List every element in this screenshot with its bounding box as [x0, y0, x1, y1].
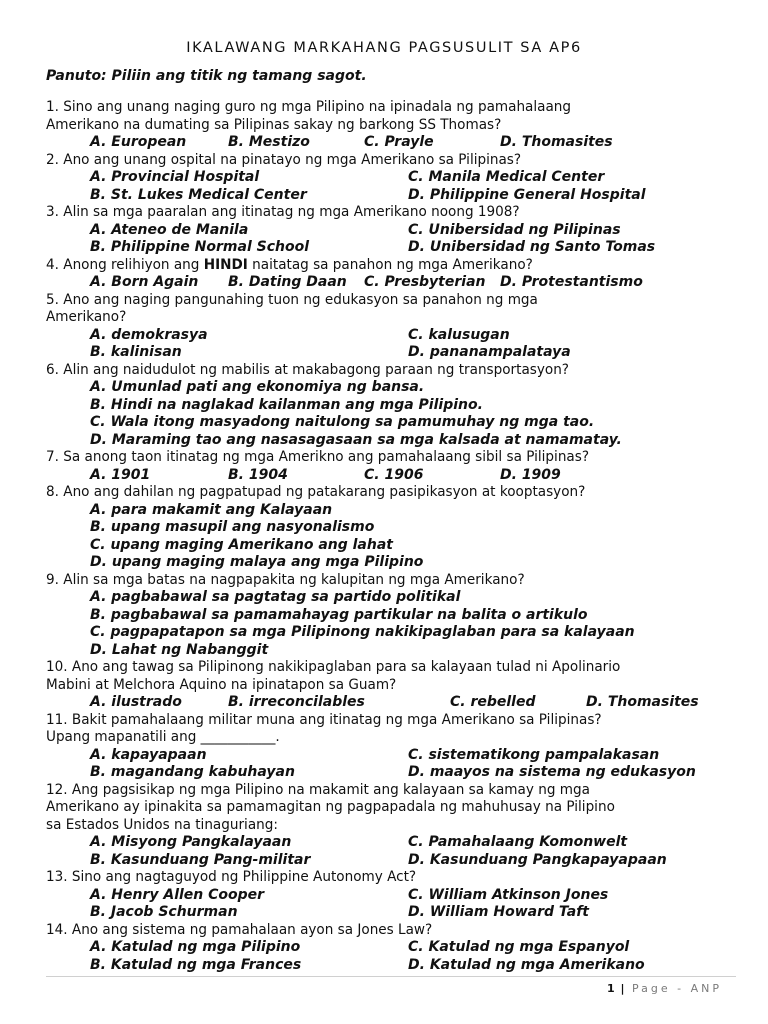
answer-option[interactable]: A. kapayapaan — [90, 746, 207, 763]
question-8 — [46, 484, 736, 572]
answer-option[interactable]: C. Unibersidad ng Pilipinas — [408, 221, 621, 238]
question-text: 8. Ano ang dahilan ng pagpatupad ng patakarang pasipikasyon at kooptasyon? — [46, 484, 586, 500]
answer-option[interactable]: A. Henry Allen Cooper — [90, 886, 265, 903]
answer-option[interactable]: D. Thomasites — [586, 694, 699, 710]
answer-option[interactable]: A. Umunlad pati ang ekonomiya ng bansa. — [90, 379, 425, 395]
question-text: 9. Alin sa mga batas na nagpapakita ng kalupitan ng mga Amerikano? — [46, 571, 525, 588]
answer-option[interactable]: B. irreconcilables — [228, 694, 365, 710]
answer-option[interactable]: A. Katulad ng mga Pilipino — [90, 939, 301, 955]
question-text: 6. Alin ang naidudulot ng mabilis at makabagong paraan ng transportasyon? — [46, 361, 570, 378]
answer-option[interactable]: D. Philippine General Hospital — [408, 186, 646, 203]
question-text: sa Estados Unidos na tinaguriang: — [46, 816, 278, 833]
answer-option[interactable]: D. William Howard Taft — [408, 904, 589, 920]
question-text: Mabini at Melchora Aquino na ipinatapon sa Guam? — [46, 676, 397, 693]
option-row — [46, 747, 736, 765]
question-10 — [46, 659, 736, 712]
question-list — [46, 99, 736, 974]
answer-option[interactable]: B. Katulad ng mga Frances — [90, 956, 302, 973]
option-row — [46, 134, 736, 152]
option-row — [46, 519, 736, 537]
option-row — [46, 624, 736, 642]
answer-option[interactable]: D. upang maging malaya ang mga Pilipino — [90, 554, 424, 570]
answer-option[interactable]: B. magandang kabuhayan — [90, 764, 295, 780]
question-text: 4. Anong relihiyon ang HINDI naitatag sa panahon ng mga Amerikano? — [46, 256, 533, 273]
question-text: 10. Ano ang tawag sa Pilipinong nakikipaglaban para sa kalayaan tulad ni Apolinario — [46, 659, 621, 675]
answer-option[interactable]: B. 1904 — [228, 466, 288, 483]
answer-option[interactable]: C. Wala itong masyadong naitulong sa pamumuhay ng mga tao. — [90, 414, 595, 430]
answer-option[interactable]: D. pananampalataya — [408, 344, 571, 360]
answer-option[interactable]: B. Philippine Normal School — [90, 239, 309, 255]
footer-divider — [46, 976, 736, 977]
answer-option[interactable]: B. Dating Daan — [228, 274, 347, 290]
option-row — [46, 852, 736, 870]
answer-option[interactable]: C. pagpapatapon sa mga Pilipinong nakikipaglaban para sa kalayaan — [90, 624, 635, 640]
answer-option[interactable]: C. Presbyterian — [364, 274, 486, 290]
answer-option[interactable]: A. ilustrado — [90, 694, 182, 710]
question-text: Upang mapanatili ang ___________. — [46, 729, 280, 745]
answer-option[interactable]: A. Provincial Hospital — [90, 169, 260, 185]
option-row — [46, 327, 736, 345]
answer-option[interactable]: A. pagbabawal sa pagtatag sa partido politikal — [90, 589, 461, 605]
answer-option[interactable]: D. Protestantismo — [500, 274, 643, 290]
option-row — [46, 344, 736, 362]
answer-option[interactable]: B. Kasunduang Pang-militar — [90, 851, 311, 868]
option-row — [46, 607, 736, 625]
option-row — [46, 554, 736, 572]
question-2 — [46, 152, 736, 205]
question-text: 2. Ano ang unang ospital na pinatayo ng mga Amerikano sa Pilipinas? — [46, 151, 522, 168]
answer-option[interactable]: B. Hindi na naglakad kailanman ang mga Pilipino. — [90, 396, 483, 413]
footer-text: Page - ANP — [632, 982, 722, 995]
question-text: 1. Sino ang unang naging guro ng mga Pilipino na ipinadala ng pamahalaang — [46, 99, 572, 115]
question-3 — [46, 204, 736, 257]
answer-option[interactable]: A. demokrasya — [90, 326, 208, 343]
option-row — [46, 169, 736, 187]
answer-option[interactable]: A. 1901 — [90, 466, 151, 483]
question-4 — [46, 257, 736, 292]
answer-option[interactable]: C. rebelled — [450, 694, 536, 710]
question-text: 13. Sino ang nagtaguyod ng Philippine Autonomy Act? — [46, 869, 417, 885]
answer-option[interactable]: B. pagbabawal sa pamamahayag partikular na balita o artikulo — [90, 606, 588, 623]
option-row — [46, 957, 736, 975]
answer-option[interactable]: D. maayos na sistema ng edukasyon — [408, 764, 696, 780]
answer-option[interactable]: D. Unibersidad ng Santo Tomas — [408, 239, 656, 255]
option-row — [46, 537, 736, 555]
question-text: 14. Ano ang sistema ng pamahalaan ayon sa Jones Law? — [46, 921, 433, 938]
option-row — [46, 379, 736, 397]
answer-option[interactable]: C. Pamahalaang Komonwelt — [408, 834, 628, 850]
answer-option[interactable]: B. Mestizo — [228, 134, 310, 150]
question-11 — [46, 712, 736, 782]
question-5 — [46, 292, 736, 362]
option-row — [46, 764, 736, 782]
answer-option[interactable]: D. Katulad ng mga Amerikano — [408, 956, 645, 973]
answer-option[interactable]: C. kalusugan — [408, 326, 510, 343]
option-row — [46, 274, 736, 292]
question-text: Amerikano na dumating sa Pilipinas sakay ng barkong SS Thomas? — [46, 116, 502, 133]
option-row — [46, 414, 736, 432]
answer-option[interactable]: C. Katulad ng mga Espanyol — [408, 939, 630, 955]
instruction: Panuto: Piliin ang titik ng tamang sagot. — [46, 68, 367, 84]
answer-option[interactable]: C. William Atkinson Jones — [408, 886, 609, 903]
question-14 — [46, 922, 736, 975]
page-number: 1 | — [607, 982, 626, 995]
option-row — [46, 397, 736, 415]
option-row — [46, 834, 736, 852]
option-row — [46, 589, 736, 607]
answer-option[interactable]: B. kalinisan — [90, 344, 182, 360]
answer-option[interactable]: B. Jacob Schurman — [90, 904, 238, 920]
answer-option[interactable]: D. Lahat ng Nabanggit — [90, 641, 269, 658]
answer-option[interactable]: A. para makamit ang Kalayaan — [90, 501, 333, 518]
option-row — [46, 904, 736, 922]
question-9 — [46, 572, 736, 660]
question-6 — [46, 362, 736, 450]
option-row — [46, 694, 736, 712]
answer-option[interactable]: C. upang maging Amerikano ang lahat — [90, 536, 393, 553]
option-row — [46, 467, 736, 485]
exam-title: IKALAWANG MARKAHANG PAGSUSULIT SA AP6 — [186, 40, 582, 56]
option-row — [46, 642, 736, 660]
option-row — [46, 239, 736, 257]
question-text: 11. Bakit pamahalaang militar muna ang itinatag ng mga Amerikano sa Pilipinas? — [46, 711, 602, 728]
question-text: 3. Alin sa mga paaralan ang itinatag ng mga Amerikano noong 1908? — [46, 204, 520, 220]
page-footer — [607, 982, 722, 995]
question-7 — [46, 449, 736, 484]
question-text: 12. Ang pagsisikap ng mga Pilipino na makamit ang kalayaan sa kamay ng mga — [46, 781, 590, 798]
answer-option[interactable]: A. Ateneo de Manila — [90, 221, 249, 238]
question-text: 7. Sa anong taon itinatag ng mga Amerikno ang pamahalaang sibil sa Pilipinas? — [46, 449, 590, 465]
answer-option[interactable]: C. Prayle — [364, 134, 434, 150]
question-12 — [46, 782, 736, 870]
answer-option[interactable]: A. European — [90, 134, 187, 150]
option-row — [46, 432, 736, 450]
option-row — [46, 939, 736, 957]
option-row — [46, 222, 736, 240]
emphasis-word: HINDI — [203, 256, 248, 273]
answer-option[interactable]: D. Maraming tao ang nasasagasaan sa mga kalsada at namamatay. — [90, 431, 622, 448]
answer-option[interactable]: B. St. Lukes Medical Center — [90, 186, 307, 203]
question-text: 5. Ano ang naging pangunahing tuon ng edukasyon sa panahon ng mga — [46, 291, 538, 308]
option-row — [46, 887, 736, 905]
answer-option[interactable]: A. Born Again — [90, 274, 199, 290]
answer-option[interactable]: A. Misyong Pangkalayaan — [90, 834, 292, 850]
answer-option[interactable]: D. Kasunduang Pangkapayapaan — [408, 851, 667, 868]
option-row — [46, 187, 736, 205]
question-text: Amerikano ay ipinakita sa pamamagitan ng pagpapadala ng mahuhusay na Pilipino — [46, 799, 615, 815]
answer-option[interactable]: C. Manila Medical Center — [408, 169, 605, 185]
answer-option[interactable]: D. Thomasites — [500, 134, 613, 150]
answer-option[interactable]: C. 1906 — [364, 466, 424, 483]
option-row — [46, 502, 736, 520]
question-text: Amerikano? — [46, 309, 127, 325]
answer-option[interactable]: D. 1909 — [500, 466, 561, 483]
answer-option[interactable]: C. sistematikong pampalakasan — [408, 746, 660, 763]
question-1 — [46, 99, 736, 152]
question-13 — [46, 869, 736, 922]
answer-option[interactable]: B. upang masupil ang nasyonalismo — [90, 519, 375, 535]
